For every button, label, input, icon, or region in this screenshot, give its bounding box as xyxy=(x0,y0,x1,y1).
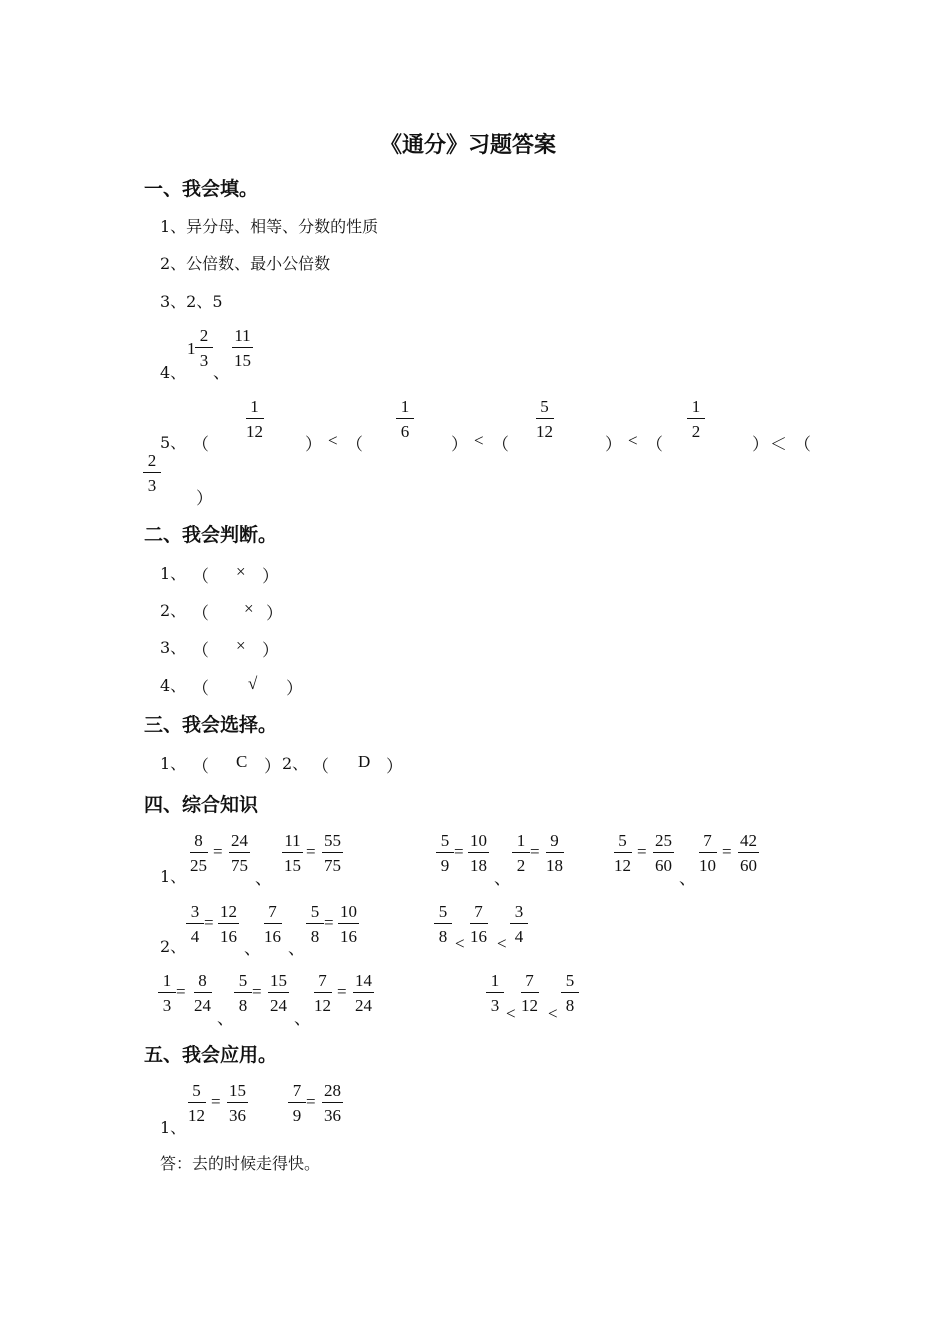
close-paren: ） xyxy=(286,679,303,698)
equals-sign: = xyxy=(337,982,347,1001)
fraction xyxy=(322,1082,343,1124)
section-heading-judge: 二、我会判断。 xyxy=(144,524,278,546)
equals-sign: = xyxy=(306,842,316,861)
fraction xyxy=(353,972,374,1014)
denominator: 8 xyxy=(238,996,248,1015)
fraction xyxy=(519,972,540,1014)
denominator: 25 xyxy=(190,856,207,875)
fraction xyxy=(612,832,633,874)
denominator: 4 xyxy=(514,927,524,946)
fraction xyxy=(486,972,504,1014)
numerator: 7 xyxy=(264,903,282,924)
fraction xyxy=(468,903,489,945)
close-paren: ） xyxy=(752,435,769,454)
denominator: 12 xyxy=(246,422,263,441)
fraction xyxy=(396,398,414,440)
denominator: 12 xyxy=(536,422,553,441)
separator: 、 xyxy=(244,939,261,958)
numerator: 15 xyxy=(227,1082,248,1103)
numerator: 1 xyxy=(512,832,530,853)
denominator: 18 xyxy=(546,856,563,875)
numerator: 3 xyxy=(510,903,528,924)
close-paren: ） xyxy=(266,604,283,623)
numerator: 11 xyxy=(232,327,252,348)
fraction xyxy=(468,832,489,874)
fraction xyxy=(227,1082,248,1124)
denominator: 12 xyxy=(188,1106,205,1125)
fraction xyxy=(653,832,674,874)
close-paren: ） xyxy=(386,757,403,776)
less-than: < xyxy=(506,1004,516,1023)
equals-sign: = xyxy=(213,842,223,861)
separator: 、 xyxy=(679,869,696,888)
denominator: 3 xyxy=(162,996,172,1015)
close-paren: ） xyxy=(605,435,622,454)
less-than: < xyxy=(455,934,465,953)
denominator: 3 xyxy=(490,996,500,1015)
denominator: 16 xyxy=(220,927,237,946)
equals-sign: = xyxy=(252,982,262,1001)
open-paren: （ xyxy=(192,435,209,454)
fraction xyxy=(512,832,530,874)
judge-item-3-label: 3、 xyxy=(160,638,187,657)
close-paren: ） xyxy=(264,757,281,776)
denominator: 24 xyxy=(194,996,211,1015)
knowledge-2-label: 2、 xyxy=(160,937,187,956)
numerator: 1 xyxy=(486,972,504,993)
numerator: 5 xyxy=(188,1082,206,1103)
open-paren: （ xyxy=(192,641,209,660)
choice-2-answer: D xyxy=(358,752,371,771)
fraction xyxy=(158,972,176,1014)
judge-item-2-label: 2、 xyxy=(160,601,187,620)
numerator: 5 xyxy=(561,972,579,993)
page-title: 《通分》习题答案 xyxy=(380,133,557,158)
numerator: 8 xyxy=(190,832,208,853)
numerator: 9 xyxy=(546,832,564,853)
denominator: 9 xyxy=(292,1106,302,1125)
denominator: 16 xyxy=(470,927,487,946)
open-paren: （ xyxy=(192,757,209,776)
denominator: 8 xyxy=(565,996,575,1015)
answer-1-2: 2、公倍数、最小公倍数 xyxy=(160,254,331,273)
denominator: 9 xyxy=(440,856,450,875)
open-paren: （ xyxy=(794,435,811,454)
open-paren: （ xyxy=(492,435,509,454)
numerator: 5 xyxy=(306,903,324,924)
denominator: 60 xyxy=(740,856,757,875)
separator: 、 xyxy=(255,869,272,888)
equals-sign: = xyxy=(204,913,214,932)
open-paren: （ xyxy=(646,435,663,454)
fraction xyxy=(687,398,705,440)
numerator: 1 xyxy=(687,398,705,419)
equals-sign: = xyxy=(324,913,334,932)
denominator: 10 xyxy=(699,856,716,875)
numerator: 1 xyxy=(158,972,176,993)
answer-1-1: 1、异分母、相等、分数的性质 xyxy=(160,217,379,236)
judge-item-3-mark: × xyxy=(236,636,246,655)
fraction xyxy=(143,452,161,494)
open-paren: （ xyxy=(192,567,209,586)
numerator: 5 xyxy=(234,972,252,993)
denominator: 4 xyxy=(190,927,200,946)
numerator: 5 xyxy=(614,832,632,853)
answer-1-3: 3、2、5 xyxy=(160,292,223,311)
open-paren: （ xyxy=(312,757,329,776)
close-paren: ） xyxy=(262,641,279,660)
fraction xyxy=(338,903,359,945)
denominator: 16 xyxy=(264,927,281,946)
fraction xyxy=(188,832,209,874)
equals-sign: = xyxy=(211,1092,221,1111)
choice-1-answer: C xyxy=(236,752,248,771)
numerator: 7 xyxy=(470,903,488,924)
close-paren: ） xyxy=(196,489,213,508)
answer-1-5-label: 5、 xyxy=(160,433,187,452)
numerator: 3 xyxy=(186,903,204,924)
fraction xyxy=(534,398,555,440)
fraction xyxy=(244,398,265,440)
denominator: 18 xyxy=(470,856,487,875)
separator: 、 xyxy=(294,1009,311,1028)
denominator: 8 xyxy=(438,927,448,946)
less-than: < xyxy=(548,1004,558,1023)
denominator: 3 xyxy=(199,351,209,370)
section-heading-apply: 五、我会应用。 xyxy=(144,1044,278,1066)
fraction xyxy=(697,832,718,874)
fraction xyxy=(234,972,252,1014)
section-heading-choose: 三、我会选择。 xyxy=(144,714,278,736)
numerator: 5 xyxy=(436,832,454,853)
fraction xyxy=(322,832,343,874)
denominator: 2 xyxy=(691,422,701,441)
choice-1-label: 1、 xyxy=(160,754,187,773)
less-than: < xyxy=(328,431,338,450)
denominator: 12 xyxy=(614,856,631,875)
choice-2-label: 2、 xyxy=(282,754,309,773)
denominator: 3 xyxy=(147,476,157,495)
less-than: < xyxy=(628,431,638,450)
close-paren: ） xyxy=(451,435,468,454)
numerator: 7 xyxy=(288,1082,306,1103)
denominator: 75 xyxy=(324,856,341,875)
fraction xyxy=(262,903,283,945)
equals-sign: = xyxy=(530,842,540,861)
knowledge-1-label: 1、 xyxy=(160,867,187,886)
denominator: 2 xyxy=(516,856,526,875)
less-than: < xyxy=(497,934,507,953)
fraction xyxy=(510,903,528,945)
open-paren: （ xyxy=(192,604,209,623)
numerator: 14 xyxy=(353,972,374,993)
denominator: 36 xyxy=(324,1106,341,1125)
judge-item-1-label: 1、 xyxy=(160,564,187,583)
fraction xyxy=(195,327,213,369)
section-heading-fill: 一、我会填。 xyxy=(144,178,259,200)
close-paren: ） xyxy=(305,435,322,454)
separator: 、 xyxy=(494,869,511,888)
numerator: 10 xyxy=(338,903,359,924)
fraction xyxy=(268,972,289,1014)
fraction xyxy=(218,903,239,945)
denominator: 8 xyxy=(310,927,320,946)
denominator: 24 xyxy=(270,996,287,1015)
open-paren: （ xyxy=(192,679,209,698)
denominator: 24 xyxy=(355,996,372,1015)
equals-sign: = xyxy=(176,982,186,1001)
fraction xyxy=(282,832,303,874)
numerator: 7 xyxy=(521,972,539,993)
denominator: 12 xyxy=(314,996,331,1015)
denominator: 15 xyxy=(234,351,251,370)
fraction xyxy=(544,832,565,874)
equals-sign: = xyxy=(722,842,732,861)
close-paren: ） xyxy=(262,567,279,586)
separator: 、 xyxy=(288,939,305,958)
denominator: 60 xyxy=(655,856,672,875)
numerator: 5 xyxy=(434,903,452,924)
numerator: 28 xyxy=(322,1082,343,1103)
separator: 、 xyxy=(217,1009,234,1028)
denominator: 16 xyxy=(340,927,357,946)
numerator: 24 xyxy=(229,832,250,853)
numerator: 7 xyxy=(314,972,332,993)
fraction xyxy=(306,903,324,945)
judge-item-2-mark: × xyxy=(244,599,254,618)
denominator: 15 xyxy=(284,856,301,875)
fraction xyxy=(561,972,579,1014)
judge-item-4-mark: √ xyxy=(248,674,258,693)
section-heading-knowledge: 四、综合知识 xyxy=(144,794,259,816)
answer-1-4-label: 4、 xyxy=(160,363,187,382)
separator: 、 xyxy=(213,363,230,382)
less-than: < xyxy=(474,431,484,450)
numerator: 2 xyxy=(195,327,213,348)
numerator: 25 xyxy=(653,832,674,853)
numerator: 2 xyxy=(143,452,161,473)
fraction xyxy=(192,972,213,1014)
fraction xyxy=(312,972,333,1014)
less-than: ＜ xyxy=(770,435,787,454)
equals-sign: = xyxy=(454,842,464,861)
equals-sign: = xyxy=(637,842,647,861)
apply-answer: 答：去的时候走得快。 xyxy=(160,1154,321,1173)
judge-item-1-mark: × xyxy=(236,562,246,581)
denominator: 36 xyxy=(229,1106,246,1125)
numerator: 15 xyxy=(268,972,289,993)
open-paren: （ xyxy=(346,435,363,454)
numerator: 7 xyxy=(699,832,717,853)
numerator: 10 xyxy=(468,832,489,853)
fraction xyxy=(232,327,253,369)
fraction xyxy=(738,832,759,874)
fraction xyxy=(434,903,452,945)
fraction xyxy=(186,1082,207,1124)
numerator: 8 xyxy=(194,972,212,993)
numerator: 12 xyxy=(218,903,239,924)
fraction xyxy=(436,832,454,874)
numerator: 1 xyxy=(246,398,264,419)
numerator: 5 xyxy=(536,398,554,419)
numerator: 42 xyxy=(738,832,759,853)
fraction xyxy=(288,1082,306,1124)
mixed-number-whole: 1 xyxy=(187,339,196,358)
denominator: 12 xyxy=(521,996,538,1015)
numerator: 1 xyxy=(396,398,414,419)
judge-item-4-label: 4、 xyxy=(160,676,187,695)
fraction xyxy=(229,832,250,874)
fraction xyxy=(186,903,204,945)
apply-1-label: 1、 xyxy=(160,1118,187,1137)
numerator: 11 xyxy=(282,832,302,853)
denominator: 6 xyxy=(400,422,410,441)
equals-sign: = xyxy=(306,1092,316,1111)
numerator: 55 xyxy=(322,832,343,853)
denominator: 75 xyxy=(231,856,248,875)
